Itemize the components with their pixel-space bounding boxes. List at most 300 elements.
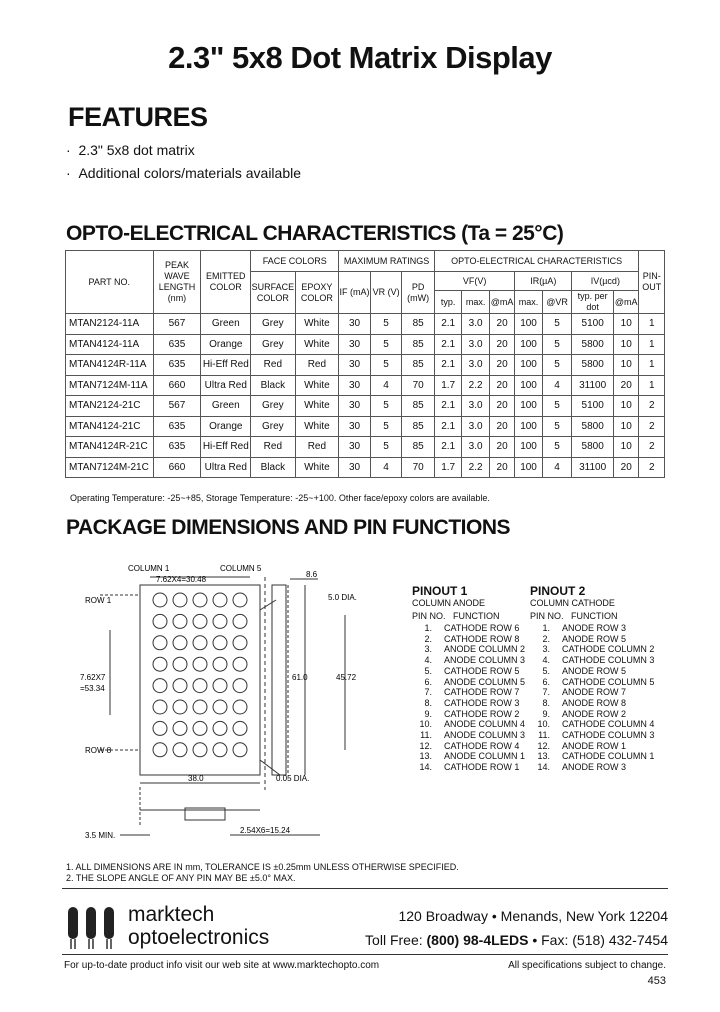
pin-row (412, 762, 527, 773)
pinout2-subtitle: COLUMN CATHODE (530, 598, 615, 608)
page-title: 2.3" 5x8 Dot Matrix Display (168, 40, 552, 75)
table-cell: 30 (339, 396, 371, 417)
feature-item: · 2.3" 5x8 dot matrix (66, 142, 195, 158)
table-cell: 100 (515, 396, 542, 417)
pin-function: CATHODE COLUMN 5 (562, 676, 655, 687)
th-vf: VF(V) (434, 272, 514, 291)
th-atma: @mA (489, 291, 514, 314)
table-cell: 3.0 (462, 416, 489, 437)
col5-label: COLUMN 5 (220, 564, 262, 573)
th-atvr: @VR (542, 291, 572, 314)
matrix-dot (193, 700, 207, 714)
th-if: IF (mA) (339, 272, 371, 314)
table-cell: 660 (153, 457, 201, 478)
th-vr: VR (V) (370, 272, 402, 314)
table-cell: 10 (614, 314, 639, 335)
table-cell: Grey (251, 334, 295, 355)
th-face: FACE COLORS (251, 251, 339, 272)
table-cell: 30 (339, 355, 371, 376)
table-row (66, 457, 665, 478)
pin-row (412, 644, 527, 655)
pin-number: 1. (424, 623, 432, 633)
pin-function: ANODE COLUMN 2 (444, 644, 526, 655)
table-cell: 567 (153, 396, 201, 417)
dot-dia-dim: 5.0 DIA. (328, 593, 357, 602)
pin-number: 14. (419, 762, 432, 773)
table-cell: 660 (153, 375, 201, 396)
matrix-dot (233, 614, 247, 628)
table-cell: 30 (339, 457, 371, 478)
table-cell: 20 (489, 437, 514, 458)
table-cell: 3.0 (462, 396, 489, 417)
pin-row (530, 719, 670, 730)
pin-row (412, 730, 527, 741)
table-cell: 20 (489, 396, 514, 417)
pin-row (530, 751, 670, 762)
table-cell: 20 (489, 334, 514, 355)
table-row (66, 396, 665, 417)
matrix-dot (153, 593, 167, 607)
th-pd: PD (mW) (402, 272, 435, 314)
table-cell: 5800 (572, 334, 614, 355)
pin-number: 6. (542, 676, 550, 687)
table-cell: 5 (542, 416, 572, 437)
th-surface: SURFACE COLOR (251, 272, 295, 314)
table-cell: 5 (542, 437, 572, 458)
th-maxrat: MAXIMUM RATINGS (339, 251, 435, 272)
pin-row (412, 709, 527, 720)
table-cell: 70 (402, 457, 435, 478)
matrix-dot (173, 743, 187, 757)
pin-number: 8. (424, 697, 432, 708)
matrix-dot (213, 657, 227, 671)
row1-label: ROW 1 (85, 596, 112, 605)
matrix-dot (153, 700, 167, 714)
matrix-dot (173, 614, 187, 628)
pin-function: CATHODE ROW 4 (444, 740, 520, 751)
spec-body (66, 314, 665, 478)
table-cell: 635 (153, 416, 201, 437)
table-cell: 1 (639, 334, 665, 355)
table-cell: 635 (153, 355, 201, 376)
pin-function: ANODE ROW 8 (562, 697, 627, 708)
matrix-dot (233, 593, 247, 607)
table-cell: 1 (639, 355, 665, 376)
package-drawing (80, 555, 400, 850)
matrix-dot (173, 636, 187, 650)
table-cell: 85 (402, 416, 435, 437)
th-part: PART NO. (66, 251, 154, 314)
table-cell: Ultra Red (201, 375, 251, 396)
col1-label: COLUMN 1 (128, 564, 170, 573)
th-max: max. (462, 291, 489, 314)
table-cell: 2 (639, 396, 665, 417)
table-cell: 20 (489, 375, 514, 396)
table-cell: MTAN2124-21C (66, 396, 154, 417)
table-cell: 1.7 (434, 457, 461, 478)
table-cell: 85 (402, 355, 435, 376)
pin-number: 4. (424, 655, 432, 666)
table-cell: 2 (639, 457, 665, 478)
pin-number: 3. (542, 644, 550, 655)
table-cell: 2.1 (434, 396, 461, 417)
contact-line: Toll Free: (800) 98-4LEDS • Fax: (518) 432-7454 (365, 932, 668, 948)
pin-function: CATHODE COLUMN 3 (562, 730, 655, 741)
th-iv: IV(µcd) (572, 272, 639, 291)
th-atma2: @mA (614, 291, 639, 314)
matrix-dot (213, 679, 227, 693)
pin-function: CATHODE ROW 6 (444, 623, 520, 633)
table-cell: 4 (542, 457, 572, 478)
logo-text-1: marktech (128, 903, 215, 926)
matrix-dot (153, 721, 167, 735)
table-cell: Grey (251, 416, 295, 437)
pin-function: CATHODE COLUMN 4 (562, 719, 655, 730)
matrix-dot (213, 636, 227, 650)
table-cell: 635 (153, 437, 201, 458)
table-cell: 567 (153, 314, 201, 335)
matrix-dot (173, 593, 187, 607)
table-cell: 85 (402, 396, 435, 417)
matrix-dot (193, 721, 207, 735)
pin-number: 9. (424, 708, 432, 719)
table-cell: 4 (370, 375, 402, 396)
matrix-dot (193, 593, 207, 607)
pin-function: ANODE ROW 3 (562, 762, 627, 773)
matrix-dot (213, 593, 227, 607)
table-cell: 635 (153, 334, 201, 355)
matrix-dot (233, 679, 247, 693)
table-cell: 2.1 (434, 334, 461, 355)
table-cell: MTAN4124R-11A (66, 355, 154, 376)
pin-number: 12. (419, 740, 432, 751)
pin-number: 14. (537, 762, 550, 773)
pin-row (412, 751, 527, 762)
table-cell: 10 (614, 334, 639, 355)
table-cell: 31100 (572, 457, 614, 478)
table-cell: 5100 (572, 396, 614, 417)
table-cell: MTAN7124M-11A (66, 375, 154, 396)
th-irmax: max. (515, 291, 542, 314)
table-cell: 5 (370, 437, 402, 458)
width-dim: 7.62X4=30.48 (156, 575, 207, 584)
pin-number: 9. (542, 708, 550, 719)
pin-row (412, 634, 527, 645)
matrix-dot (153, 743, 167, 757)
pin-row (530, 634, 670, 645)
table-cell: Black (251, 457, 295, 478)
address: 120 Broadway • Menands, New York 12204 (398, 908, 668, 924)
matrix-dot (193, 679, 207, 693)
pin-function: ANODE ROW 2 (562, 708, 627, 719)
pin-function: ANODE COLUMN 1 (444, 751, 526, 762)
table-cell: Grey (251, 314, 295, 335)
pin-function: ANODE ROW 1 (562, 740, 627, 751)
pin-number: 5. (542, 665, 550, 676)
logo-text-2: optoelectronics (128, 926, 270, 949)
pin-function: CATHODE ROW 3 (444, 697, 520, 708)
pin-function: ANODE COLUMN 3 (444, 730, 526, 741)
matrix-dot (153, 657, 167, 671)
pin-number: 7. (542, 687, 550, 698)
table-cell: 4 (542, 375, 572, 396)
pin-number: 1. (542, 623, 550, 633)
th-emitted: EMITTED COLOR (201, 251, 251, 314)
matrix-dot (193, 636, 207, 650)
pinout1-title: PINOUT 1 (412, 584, 468, 598)
table-cell: 20 (489, 314, 514, 335)
matrix-dot (233, 721, 247, 735)
pin-row (530, 698, 670, 709)
matrix-dot (173, 657, 187, 671)
pin-row (412, 687, 527, 698)
total-height-dim: 61.0 (292, 673, 308, 682)
table-cell: 20 (489, 416, 514, 437)
pin-number: 2. (542, 633, 550, 644)
pin-function: CATHODE ROW 2 (444, 708, 520, 719)
table-cell: 5800 (572, 355, 614, 376)
matrix-dot (193, 657, 207, 671)
package-heading: PACKAGE DIMENSIONS AND PIN FUNCTIONS (66, 516, 511, 539)
table-row (66, 437, 665, 458)
pin-row (530, 741, 670, 752)
table-cell: 70 (402, 375, 435, 396)
pinout1-rows (412, 623, 527, 773)
pin-row (412, 698, 527, 709)
pin-number: 13. (537, 751, 550, 762)
table-cell: MTAN4124-11A (66, 334, 154, 355)
table-cell: 5 (370, 334, 402, 355)
table-cell: 100 (515, 437, 542, 458)
table-cell: Red (251, 355, 295, 376)
opto-heading: OPTO-ELECTRICAL CHARACTERISTICS (Ta = 25°C) (66, 222, 564, 245)
pin-function: CATHODE ROW 8 (444, 633, 520, 644)
pin-function: ANODE ROW 3 (562, 623, 627, 633)
matrix-dot (233, 657, 247, 671)
table-cell: Green (201, 396, 251, 417)
table-cell: 5800 (572, 416, 614, 437)
pin-number: 4. (542, 655, 550, 666)
pin-number: 13. (419, 751, 432, 762)
th-ir: IR(µA) (515, 272, 572, 291)
pin-number: 10. (537, 719, 550, 730)
table-cell: 20 (614, 457, 639, 478)
depth-dim: 8.6 (306, 570, 318, 579)
table-cell: 5 (542, 355, 572, 376)
pin-row (530, 623, 670, 634)
pin-row (412, 719, 527, 730)
table-cell: 5 (542, 314, 572, 335)
pin-number: 11. (538, 730, 550, 741)
pinout2-title: PINOUT 2 (530, 584, 586, 598)
table-cell: 30 (339, 314, 371, 335)
pin-row (530, 666, 670, 677)
pin-row (530, 677, 670, 688)
table-cell: Hi-Eff Red (201, 437, 251, 458)
matrix-dot (213, 743, 227, 757)
th-pinout: PIN-OUT (639, 251, 665, 314)
table-cell: MTAN7124M-21C (66, 457, 154, 478)
pinout1-subtitle: COLUMN ANODE (412, 598, 486, 608)
table-cell: Grey (251, 396, 295, 417)
table-cell: 100 (515, 314, 542, 335)
pin-number: 12. (537, 740, 550, 751)
pin-number: 2. (424, 633, 432, 644)
table-cell: 2.2 (462, 457, 489, 478)
table-cell: 20 (614, 375, 639, 396)
matrix-dot (153, 679, 167, 693)
pinout1 (412, 584, 527, 773)
table-cell: White (295, 416, 339, 437)
table-cell: 85 (402, 334, 435, 355)
pin-function: ANODE COLUMN 4 (444, 719, 526, 730)
pin-row (530, 730, 670, 741)
opto-note: Operating Temperature: -25~+85, Storage Temperature: -25~+100. Other face/epoxy colors are available. (70, 493, 490, 503)
pin-row (412, 623, 527, 634)
table-cell: 5 (370, 314, 402, 335)
pin-number: 10. (419, 719, 432, 730)
pin-row (530, 655, 670, 666)
table-row (66, 416, 665, 437)
table-cell: 1.7 (434, 375, 461, 396)
pin-function: CATHODE COLUMN 3 (562, 655, 655, 666)
table-cell: 1 (639, 314, 665, 335)
table-cell: Orange (201, 334, 251, 355)
feature-item: · Additional colors/materials available (66, 165, 302, 181)
dim-note-2: 2. THE SLOPE ANGLE OF ANY PIN MAY BE ±5.0° MAX. (66, 873, 296, 883)
table-row (66, 314, 665, 335)
pin-row (412, 666, 527, 677)
th-typpd: typ. per dot (572, 291, 614, 314)
pinout2-header: PIN NO. FUNCTION (530, 611, 618, 621)
table-cell: Black (251, 375, 295, 396)
table-cell: Ultra Red (201, 457, 251, 478)
table-cell: 10 (614, 437, 639, 458)
matrix-dot (193, 614, 207, 628)
table-cell: 2.1 (434, 416, 461, 437)
pin-row (412, 655, 527, 666)
pin-number: 6. (424, 676, 432, 687)
height-dim-a: 7.62X7 (80, 673, 106, 682)
table-cell: 2 (639, 437, 665, 458)
pin-dia-dim: 0.05 DIA. (276, 774, 310, 783)
th-typ: typ. (434, 291, 461, 314)
pin-number: 7. (424, 687, 432, 698)
pin-number: 11. (420, 730, 432, 741)
table-cell: 85 (402, 314, 435, 335)
pin-function: ANODE ROW 5 (562, 633, 627, 644)
features-heading: FEATURES (68, 102, 208, 132)
matrix-dot (153, 614, 167, 628)
table-cell: 3.0 (462, 334, 489, 355)
dim-note-1: 1. ALL DIMENSIONS ARE IN mm, TOLERANCE IS ±0.25mm UNLESS OTHERWISE SPECIFIED. (66, 862, 459, 872)
table-cell: White (295, 334, 339, 355)
table-cell: 2 (639, 416, 665, 437)
matrix-dot (233, 636, 247, 650)
matrix-dot (173, 721, 187, 735)
pin-function: CATHODE ROW 1 (444, 762, 520, 773)
table-cell: 3.0 (462, 355, 489, 376)
matrix-dot (233, 743, 247, 757)
table-cell: 2.1 (434, 314, 461, 335)
pinout2 (530, 584, 670, 773)
table-cell: 30 (339, 334, 371, 355)
marktech-logo-icon (66, 903, 120, 951)
table-cell: Orange (201, 416, 251, 437)
height-dim-b: =53.34 (80, 684, 105, 693)
table-cell: 30 (339, 375, 371, 396)
pin-function: CATHODE ROW 5 (444, 665, 520, 676)
table-cell: 5100 (572, 314, 614, 335)
pin-row (530, 709, 670, 720)
table-cell: 30 (339, 437, 371, 458)
table-cell: 10 (614, 396, 639, 417)
table-cell: Red (251, 437, 295, 458)
table-cell: 100 (515, 334, 542, 355)
table-cell: MTAN4124-21C (66, 416, 154, 437)
th-epoxy: EPOXY COLOR (295, 272, 339, 314)
pinout2-rows (530, 623, 670, 773)
table-cell: 5800 (572, 437, 614, 458)
page-number: 453 (647, 975, 666, 987)
table-cell: 31100 (572, 375, 614, 396)
table-cell: 100 (515, 355, 542, 376)
pin-function: ANODE COLUMN 3 (444, 655, 526, 666)
th-peak: PEAK WAVE LENGTH (nm) (153, 251, 201, 314)
table-cell: 100 (515, 457, 542, 478)
table-cell: Hi-Eff Red (201, 355, 251, 376)
table-cell: 100 (515, 375, 542, 396)
matrix-dot (193, 743, 207, 757)
table-cell: 3.0 (462, 437, 489, 458)
table-row (66, 375, 665, 396)
web-info: For up-to-date product info visit our web site at www.marktechopto.com (64, 960, 380, 971)
table-cell: 4 (370, 457, 402, 478)
table-cell: 2.2 (462, 375, 489, 396)
pin-row (530, 762, 670, 773)
matrix-dot (213, 614, 227, 628)
matrix-dot (153, 636, 167, 650)
table-cell: 100 (515, 416, 542, 437)
pin-number: 8. (542, 697, 550, 708)
pin-function: CATHODE ROW 7 (444, 687, 520, 698)
matrix-dot (173, 679, 187, 693)
table-cell: MTAN4124R-21C (66, 437, 154, 458)
table-cell: White (295, 314, 339, 335)
table-cell: 2.1 (434, 355, 461, 376)
table-cell: Red (295, 437, 339, 458)
pin-min-dim: 3.5 MIN. (85, 831, 116, 840)
pin-row (530, 687, 670, 698)
pin-function: ANODE ROW 5 (562, 665, 627, 676)
matrix-dot (173, 700, 187, 714)
pin-row (530, 644, 670, 655)
table-cell: 20 (489, 457, 514, 478)
table-row (66, 355, 665, 376)
rights: All specifications subject to change. (508, 960, 666, 971)
table-cell: 5 (370, 355, 402, 376)
pin-number: 5. (424, 665, 432, 676)
table-cell: 10 (614, 355, 639, 376)
pin-function: ANODE COLUMN 5 (444, 676, 526, 687)
pin-row (412, 677, 527, 688)
table-row (66, 334, 665, 355)
table-cell: 20 (489, 355, 514, 376)
table-cell: 3.0 (462, 314, 489, 335)
pin-function: ANODE ROW 7 (562, 687, 627, 698)
pin-row (412, 741, 527, 752)
footer-rule-2 (62, 954, 668, 955)
